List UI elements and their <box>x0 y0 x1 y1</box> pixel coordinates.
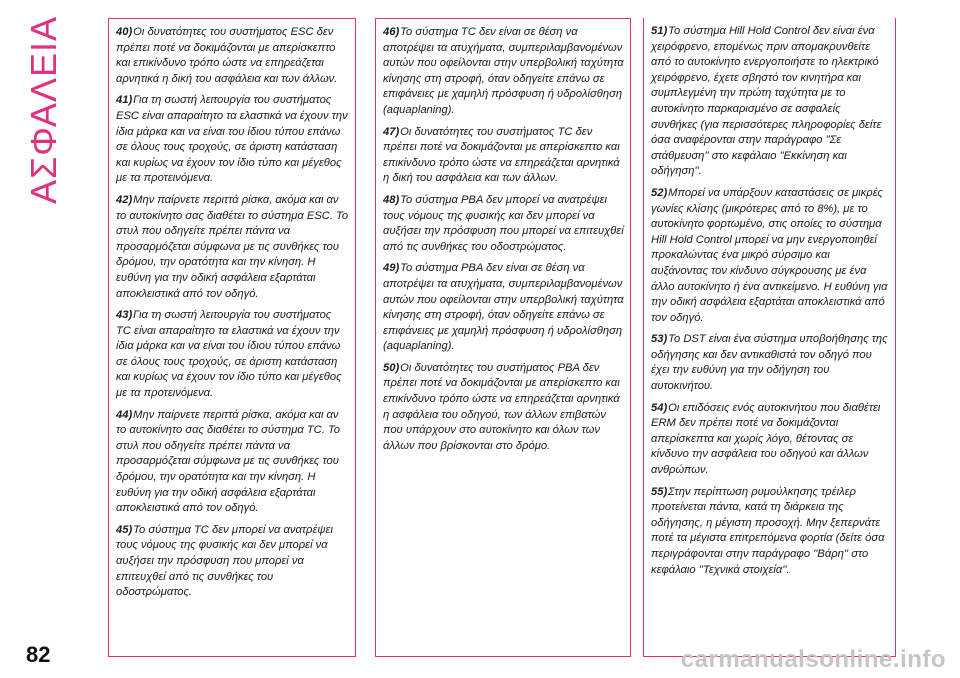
note-text: Για τη σωστή λειτουργία του συστήματος TC είναι απαραίτητο τα ελαστικά να έχουν την ίδια μάρκα και να είναι του ίδιου τύπου επάνω σε όλους τους τροχούς, σε άριστη κατάσταση και κυρίως να έχουν τον ίδιο τύπο και μέγεθος με τα προτεινόμενα. <box>116 309 342 400</box>
note-text: Μην παίρνετε περιττά ρίσκα, ακόμα και αν το αυτοκίνητο σας διαθέτει το σύστημα ESC. Το στυλ που οδηγείτε πρέπει πάντα να προσαρμόζεται σύμφωνα με τις συνθήκες του δρόμου, την ορατότητα και την κίνηση. Η ευθύνη για την οδική ασφάλεια εξαρτάται αποκλειστικά από τον οδηγό. <box>116 193 349 300</box>
note-text: Για τη σωστή λειτουργία του συστήματος ESC είναι απαραίτητο τα ελαστικά να έχουν την ίδια μάρκα και να είναι του ίδιου τύπου επάνω σε όλους τους τροχούς, σε άριστη κατάσταση και κυρίως να έχουν τον ίδιο τύπο και μέγεθος με τα προτεινόμενα. <box>116 94 348 185</box>
section-title-text: ΑΣΦΑΛΕΙΑ <box>23 15 64 205</box>
note-number: 49) <box>383 262 400 275</box>
note-number: 48) <box>383 193 400 206</box>
note-text: Οι δυνατότητες του συστήματος PBA δεν πρέπει ποτέ να δοκιμάζονται με απερίσκεπτο και επικίνδυνο τρόπο ώστε να επηρεάζεται αρνητικά η ασφάλεια του οδηγού, των άλλων επιβατών που υπάρχουν στο αυτοκίνητο και όλων των άλλων που βρίσκονται στο δρόμο. <box>383 361 620 452</box>
note-text: Οι δυνατότητες του συστήματος ESC δεν πρέπει ποτέ να δοκιμάζονται με απερίσκεπτο και επικίνδυνο τρόπο ώστε να επηρεάζεται αρνητικά η δική του ασφάλεια και των άλλων. <box>116 26 338 85</box>
note-number: 42) <box>116 193 133 206</box>
warning-note <box>116 523 349 601</box>
warning-note <box>383 361 624 455</box>
note-number: 52) <box>651 186 668 199</box>
note-text: Το σύστημα PBA δεν είναι σε θέση να αποτρέψει τα ατυχήματα, συμπεριλαμβανομένων αυτών που οφείλονται στην υπερβολική ταχύτητα κίνησης στη στροφή, όταν οδηγείτε επάνω σε επιφάνειες με χαμηλή πρόσφυση ή υδρολίσθηση (aquaplaning). <box>383 262 624 353</box>
page-number: 82 <box>26 642 51 667</box>
note-text: Το σύστημα Hill Hold Control δεν είναι ένα χειρόφρενο, επομένως πριν απομακρυνθείτε από το αυτοκίνητο ενεργοποιήστε το ηλεκτρικό χειρόφρενο, έχετε σβηστό τον κινητήρα και συμπλεγμένη την πρώτη ταχύτητα με το αυτοκίνητο παρκαρισμένο σε ασφαλείς συνθήκες (για περισσότερες πληροφορίες δείτε όσα αναφέρονται στην παράγραφο "Σε στάθμευση'' στο κεφάλαιο "Εκκίνηση και οδήγηση''. <box>651 25 882 178</box>
note-number: 55) <box>651 485 668 498</box>
warning-note <box>116 25 349 87</box>
note-text: Το σύστημα TC δεν μπορεί να ανατρέψει τους νόμους της φυσικής και δεν μπορεί να αυξήσει την πρόσφυση που μπορεί να επιτευχθεί από τις συνθήκες του οδοστρώματος. <box>116 523 333 599</box>
warning-column-1 <box>108 18 356 657</box>
note-number: 50) <box>383 361 400 374</box>
note-text: Το σύστημα TC δεν είναι σε θέση να αποτρέψει τα ατυχήματα, συμπεριλαμβανομένων αυτών που οφείλονται στην υπερβολική ταχύτητα κίνησης στη στροφή, όταν οδηγείτε επάνω σε επιφάνειες με χαμηλή πρόσφυση ή υδρολίσθηση (aquaplaning). <box>383 26 624 116</box>
note-text: Οι επιδόσεις ενός αυτοκινήτου που διαθέτει ERM δεν πρέπει ποτέ να δοκιμάζονται απερίσκεπτα και χωρίς λόγο, θέτοντας σε κίνδυνο την ασφάλεια του οδηγού και άλλων ανθρώπων. <box>651 401 881 477</box>
warning-note <box>651 485 889 579</box>
note-number: 43) <box>116 309 133 322</box>
note-number: 53) <box>651 333 668 346</box>
warning-column-2 <box>375 18 631 657</box>
warning-note <box>116 193 349 302</box>
warning-note <box>651 401 889 479</box>
section-title-vertical <box>23 15 64 205</box>
note-text: Οι δυνατότητες του συστήματος TC δεν πρέπει ποτέ να δοκιμάζονται με απερίσκεπτο και επικίνδυνο τρόπο ώστε να επηρεάζεται αρνητικά η δική του ασφάλεια και των άλλων. <box>383 125 620 185</box>
warning-note <box>116 408 349 517</box>
note-number: 41) <box>116 94 133 107</box>
warning-note <box>383 25 624 119</box>
note-number: 45) <box>116 523 133 536</box>
note-number: 51) <box>651 25 668 37</box>
note-text: Μην παίρνετε περιττά ρίσκα, ακόμα και αν το αυτοκίνητο σας διαθέτει το σύστημα TC. Το στυλ που οδηγείτε πρέπει πάντα να προσαρμόζεται σύμφωνα με τις συνθήκες του δρόμου, την ορατότητα και την κίνηση. Η ευθύνη για την οδική ασφάλεια εξαρτάται αποκλειστικά από τον οδηγό. <box>116 408 340 515</box>
warning-note <box>651 186 889 326</box>
warning-note <box>651 332 889 394</box>
note-text: Το DST είναι ένα σύστημα υποβοήθησης της οδήγησης και δεν αντικαθιστά τον οδηγό που έχει την ευθύνη για την οδήγηση του αυτοκινήτου. <box>651 333 888 393</box>
warning-note <box>383 261 624 355</box>
warning-note <box>116 93 349 187</box>
note-number: 47) <box>383 125 400 138</box>
note-text: Μπορεί να υπάρξουν καταστάσεις σε μικρές γωνίες κλίσης (μικρότερες από το 8%), με το αυτοκίνητο φορτωμένο, στις οποίες το σύστημα Hill Hold Control μπορεί να μην ενεργοποιηθεί προκαλώντας ένα μικρό σύρσιμο και αυξάνοντας τον κίνδυνο σύγκρουσης με ένα άλλο αυτοκίνητο ή ένα αντικείμενο. Η ευθύνη για την οδική ασφάλεια εξαρτάται αποκλειστικά από τον οδηγό. <box>651 186 888 324</box>
note-number: 46) <box>383 26 400 38</box>
warning-column-3 <box>643 18 896 657</box>
watermark: carmanualsonline.info <box>680 646 946 673</box>
warning-note <box>383 193 624 255</box>
note-number: 54) <box>651 401 668 414</box>
warning-note <box>383 125 624 187</box>
note-text: Στην περίπτωση ρυμούλκησης τρέιλερ προτείνεται πάντα, κατά τη διάρκεια της οδήγησης, η μέγιστη προσοχή. Μην ξεπερνάτε ποτέ τα μέγιστα επιτρεπόμενα φορτία (δείτε όσα περιγράφονται στην παράγραφο ''Βάρη'' στο κεφάλαιο ''Τεχνικά στοιχεία''. <box>651 485 885 576</box>
note-number: 44) <box>116 408 133 421</box>
warning-note <box>116 308 349 402</box>
warning-note <box>651 24 889 180</box>
note-number: 40) <box>116 26 133 38</box>
note-text: Το σύστημα PBA δεν μπορεί να ανατρέψει τους νόμους της φυσικής και δεν μπορεί να αυξήσει την πρόσφυση που μπορεί να επιτευχθεί από τις συνθήκες του οδοστρώματος. <box>383 193 624 253</box>
